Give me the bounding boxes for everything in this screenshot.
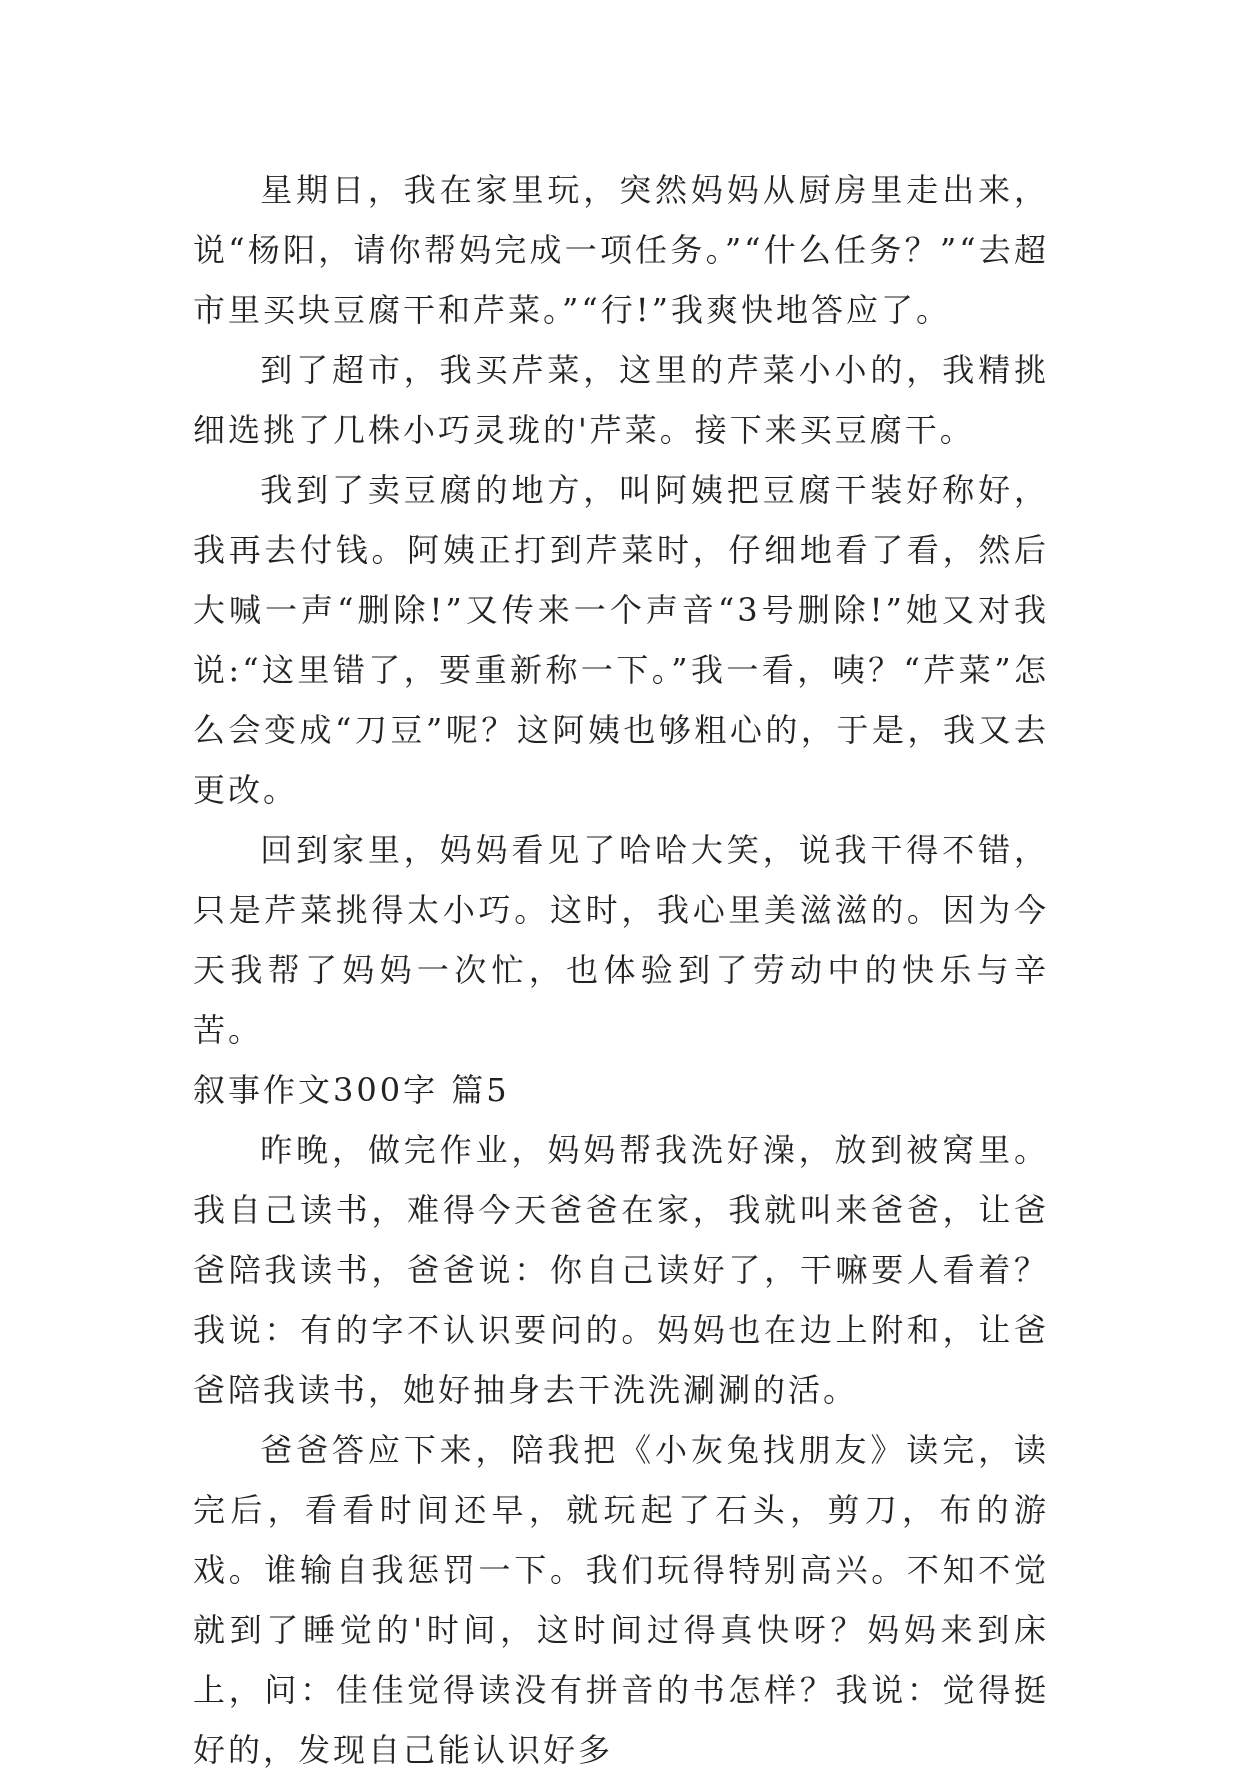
paragraph: 回到家里，妈妈看见了哈哈大笑，说我干得不错，只是芹菜挑得太小巧。这时，我心里美滋滋的。因为今天我帮了妈妈一次忙，也体验到了劳动中的快乐与辛苦。 <box>193 831 1049 1049</box>
paragraph: 星期日，我在家里玩，突然妈妈从厨房里走出来，说“杨阳，请你帮妈完成一项任务。”“什么任务？”“去超市里买块豆腐干和芹菜。”“行!”我爽快地答应了。 <box>193 171 1049 329</box>
paragraph: 昨晚，做完作业，妈妈帮我洗好澡，放到被窝里。我自己读书，难得今天爸爸在家，我就叫来爸爸，让爸爸陪我读书，爸爸说：你自己读好了，干嘛要人看着？我说：有的字不认识要问的。妈妈也在边上附和，让爸爸陪我读书，她好抽身去干洗洗涮涮的活。 <box>193 1131 1049 1409</box>
section-heading: 叙事作文300字 篇5 <box>193 1071 510 1109</box>
document-body <box>193 160 1049 1780</box>
paragraph: 到了超市，我买芹菜，这里的芹菜小小的，我精挑细选挑了几株小巧灵珑的'芹菜。接下来买豆腐干。 <box>193 351 1049 449</box>
paragraph: 爸爸答应下来，陪我把《小灰兔找朋友》读完，读完后，看看时间还早，就玩起了石头，剪刀，布的游戏。谁输自我惩罚一下。我们玩得特别高兴。不知不觉就到了睡觉的'时间，这时间过得真快呀？妈妈来到床上，问：佳佳觉得读没有拼音的书怎样？我说：觉得挺好的，发现自己能认识好多 <box>193 1431 1049 1769</box>
paragraph: 我到了卖豆腐的地方，叫阿姨把豆腐干装好称好，我再去付钱。阿姨正打到芹菜时，仔细地看了看，然后大喊一声“删除!”又传来一个声音“3号删除!”她又对我说:“这里错了，要重新称一下。”我一看，咦？“芹菜”怎么会变成“刀豆”呢？这阿姨也够粗心的，于是，我又去更改。 <box>193 471 1049 809</box>
